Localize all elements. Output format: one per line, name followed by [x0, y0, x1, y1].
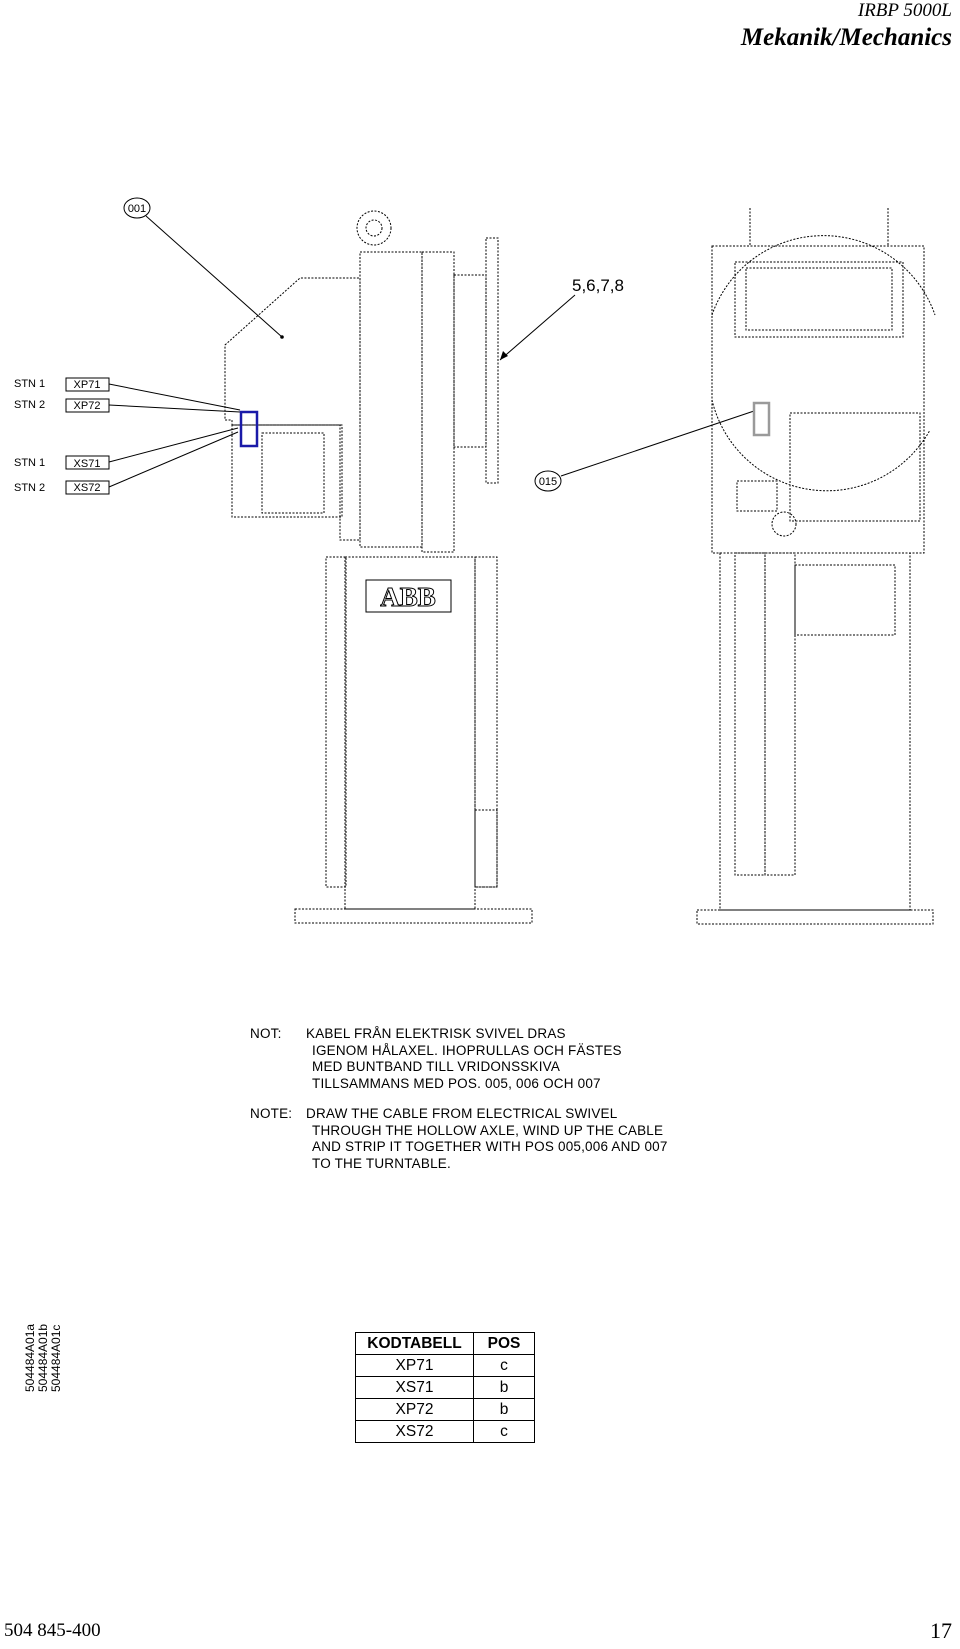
connector-station-4: STN 2	[14, 482, 46, 494]
note-swedish-line: TILLSAMMANS MED POS. 005, 006 OCH 007	[312, 1075, 601, 1091]
product-model: IRBP 5000L	[857, 0, 952, 21]
side-view-outline	[225, 208, 935, 924]
callout-015-label: 015	[538, 476, 558, 488]
drawing-id-list	[24, 1324, 63, 1392]
callout-5678-label: 5,6,7,8	[572, 276, 624, 295]
abb-logo: ABB	[380, 582, 436, 612]
section-title: Mekanik/Mechanics	[740, 24, 952, 51]
code-cell: XS72	[356, 1421, 474, 1443]
pos-cell: c	[474, 1355, 535, 1377]
connector-highlight-grey	[754, 403, 769, 435]
pos-cell: c	[474, 1421, 535, 1443]
code-cell: XS71	[356, 1377, 474, 1399]
note-swedish	[250, 1026, 668, 1092]
callout-015-leader	[561, 411, 754, 476]
code-cell: XP71	[356, 1355, 474, 1377]
callout-5678-arrow	[500, 351, 508, 360]
callout-001-leader	[146, 216, 282, 337]
connector-leader-4	[109, 432, 238, 487]
note-english-line: DRAW THE CABLE FROM ELECTRICAL SWIVEL	[306, 1106, 618, 1121]
table-row	[356, 1377, 535, 1399]
drawing-id: 504484A01c	[49, 1324, 63, 1392]
connector-station-2: STN 2	[14, 399, 46, 411]
page-number: 17	[930, 1618, 952, 1643]
callout-001-label: 001	[127, 203, 147, 215]
connector-station-1: STN 1	[14, 378, 46, 390]
connector-code-2: XP72	[73, 400, 101, 412]
table-row	[356, 1355, 535, 1377]
code-cell: XP72	[356, 1399, 474, 1421]
table-row	[356, 1421, 535, 1443]
code-table-header	[356, 1333, 535, 1355]
connector-code-4: XS72	[73, 482, 101, 494]
note-english-line: TO THE TURNTABLE.	[312, 1155, 451, 1171]
notes-section	[250, 1026, 668, 1172]
callout-5678-leader	[500, 295, 575, 360]
pos-cell: b	[474, 1377, 535, 1399]
note-swedish-label: NOT:	[250, 1026, 282, 1041]
note-swedish-line: IGENOM HÅLAXEL. IHOPRULLAS OCH FÄSTES	[312, 1042, 622, 1058]
document-number: 504 845-400	[4, 1620, 101, 1641]
drawing-id: 504484A01a	[23, 1323, 37, 1392]
pos-cell: b	[474, 1399, 535, 1421]
connector-code-3: XS71	[73, 458, 101, 470]
code-table	[355, 1332, 535, 1443]
note-swedish-line: KABEL FRÅN ELEKTRISK SVIVEL DRAS	[306, 1026, 566, 1041]
connector-highlight-blue	[241, 412, 257, 446]
drawing-id: 504484A01b	[36, 1323, 50, 1392]
connector-station-3: STN 1	[14, 457, 46, 469]
table-row	[356, 1399, 535, 1421]
note-swedish-line: MED BUNTBAND TILL VRIDONSSKIVA	[312, 1059, 561, 1074]
note-english-line: AND STRIP IT TOGETHER WITH POS 005,006 AND 007	[312, 1139, 668, 1154]
note-english	[250, 1106, 668, 1172]
connector-leader-3	[109, 428, 238, 462]
note-english-label: NOTE:	[250, 1106, 293, 1121]
callout-001-dot	[280, 335, 284, 339]
code-table-header-code: KODTABELL	[356, 1333, 474, 1355]
code-table-header-pos: POS	[474, 1333, 535, 1355]
connector-code-1: XP71	[73, 379, 101, 391]
note-english-line: THROUGH THE HOLLOW AXLE, WIND UP THE CABLE	[312, 1122, 664, 1138]
